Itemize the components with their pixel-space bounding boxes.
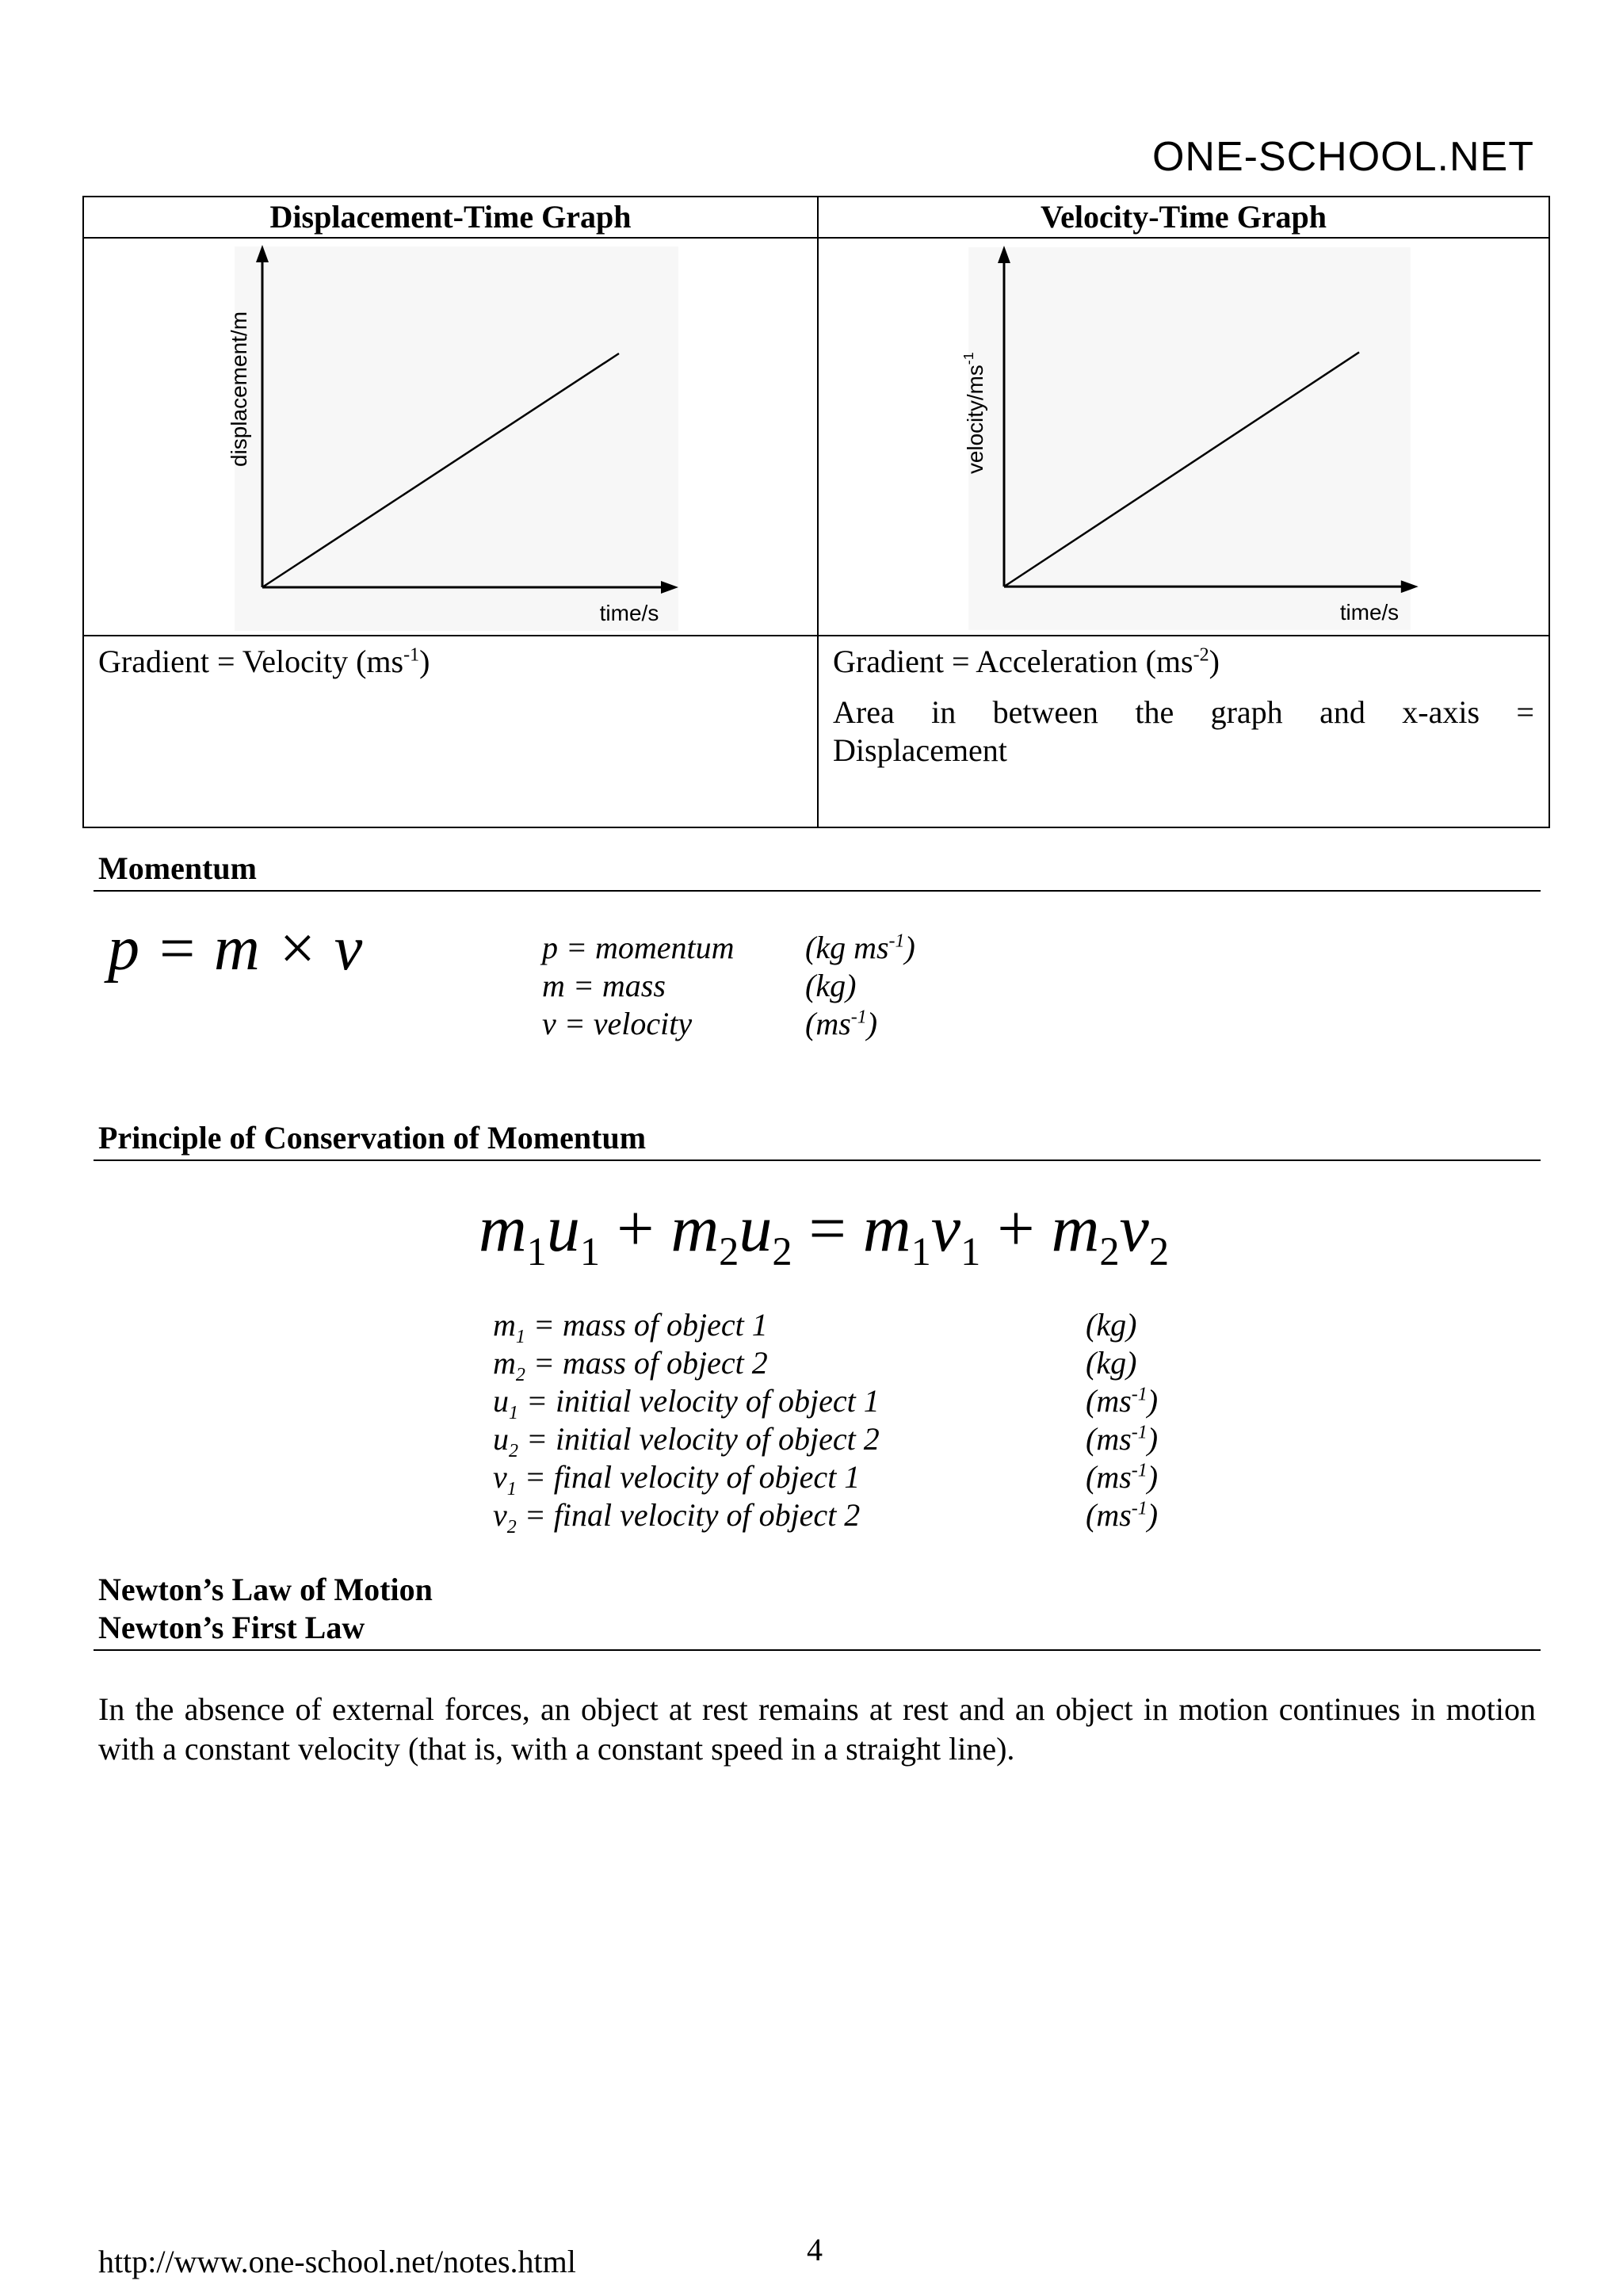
displacement-time-graph — [84, 239, 817, 635]
velocity-graph-title: Velocity-Time Graph — [818, 197, 1549, 238]
conservation-var-row: $m_2$ = mass of object 2 (kg) — [493, 1345, 1137, 1385]
graph-background — [235, 246, 678, 631]
first-law-paragraph: In the absence of external forces, an object at rest remains at rest and an object in motion continues in motion with a constant velocity (that is, with a constant speed in a straight line). — [98, 1691, 1536, 1767]
velocity-graph-cell — [818, 238, 1549, 636]
first-law-heading: Newton’s First Law — [98, 1610, 365, 1645]
momentum-heading: Momentum — [98, 850, 257, 886]
displacement-graph-cell — [83, 238, 818, 636]
x-axis-label: time/s — [1339, 599, 1400, 625]
momentum-var-row: p = momentum (kg $ms^{-1}$) — [542, 930, 915, 965]
momentum-var-row: m = mass (kg) — [542, 968, 857, 1003]
conservation-var-row: $v_1$ = final velocity of object 1 $(ms^{-1})$ — [493, 1459, 1159, 1499]
conservation-rule — [94, 1159, 1541, 1161]
area-text-line2: Displacement — [833, 732, 1007, 768]
velocity-gradient-text: Gradient = Acceleration $(ms^{-2})$ — [833, 644, 1220, 679]
velocity-gradient-cell — [818, 636, 1549, 827]
newton-heading: Newton’s Law of Motion — [98, 1572, 433, 1607]
velocity-time-graph — [819, 239, 1549, 635]
x-axis-label: time/s — [599, 601, 659, 625]
conservation-var-row: $u_2$ = initial velocity of object 2 $(ms^{-1})$ — [493, 1421, 1159, 1461]
graph-background — [968, 247, 1411, 630]
momentum-formula: p = m × v — [108, 914, 363, 984]
conservation-heading: Principle of Conservation of Momentum — [98, 1120, 647, 1156]
displacement-gradient-text: Gradient = Velocity $(ms^{-1})$ — [98, 644, 430, 679]
graph-summary-table — [82, 196, 1550, 828]
area-text-line1: Area in between the graph and x-axis = — [833, 694, 1534, 730]
momentum-variables — [542, 929, 915, 1043]
conservation-var-row: $v_2$ = final velocity of object 2 $(ms^{-1})$ — [493, 1497, 1159, 1538]
newton-rule — [94, 1649, 1541, 1651]
footer-url[interactable]: http://www.one-school.net/notes.html — [98, 2244, 576, 2279]
momentum-rule — [94, 890, 1541, 892]
displacement-graph-title: Displacement-Time Graph — [83, 197, 818, 238]
momentum-var-row: v = velocity $(ms^{-1})$ — [542, 1006, 878, 1041]
conservation-formula: $m_1u_1 + m_2u_2 = m_1v_1 + m_2v_2$ — [479, 1192, 1170, 1274]
conservation-var-row: $m_1$ = mass of object 1 (kg) — [493, 1307, 1137, 1347]
conservation-var-row: $u_1$ = initial velocity of object 1 $(ms^{-1})$ — [493, 1383, 1159, 1423]
page-number: 4 — [807, 2232, 823, 2267]
y-axis-label: velocity/$ms^{-1}$ — [960, 352, 988, 474]
conservation-variables — [493, 1306, 1159, 1538]
y-axis-label: displacement/m — [227, 311, 251, 468]
site-brand: ONE-SCHOOL.NET — [1151, 134, 1534, 180]
displacement-gradient-cell — [83, 636, 818, 827]
